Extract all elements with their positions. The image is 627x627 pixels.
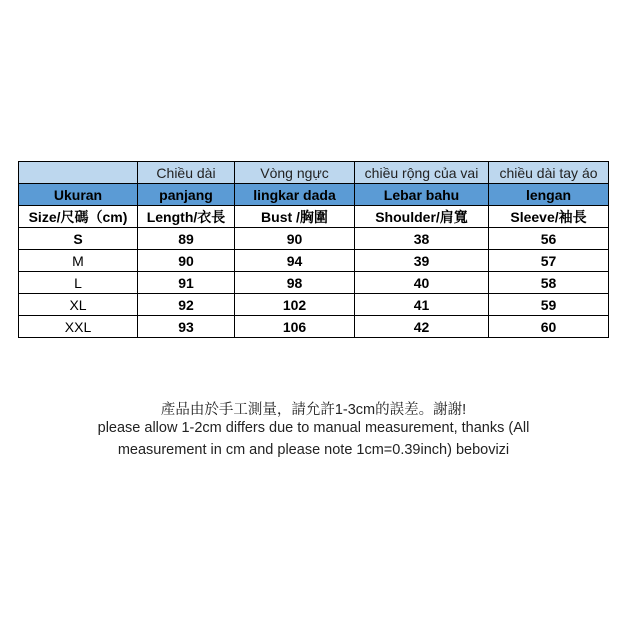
- length-cell: 90: [138, 250, 235, 272]
- header-cell-sleeve-vi: chiều dài tay áo: [489, 162, 609, 184]
- sleeve-cell: 57: [489, 250, 609, 272]
- header-cell-shoulder: Shoulder/肩寬: [355, 206, 489, 228]
- measurement-note-chinese: 產品由於手工測量，請允許1-3cm的誤差。謝謝!: [160, 402, 467, 418]
- indonesian-header-row: [19, 184, 609, 206]
- bust-cell: 90: [235, 228, 355, 250]
- header-cell-blank: [19, 162, 138, 184]
- column-header-row: [19, 206, 609, 228]
- vietnamese-header-row: [19, 162, 609, 184]
- header-cell-length: Length/衣長: [138, 206, 235, 228]
- sleeve-cell: 58: [489, 272, 609, 294]
- bust-cell: 106: [235, 316, 355, 338]
- bust-cell: 98: [235, 272, 355, 294]
- header-cell-bust-vi: Vòng ngực: [235, 162, 355, 184]
- header-cell-sleeve-id: lengan: [489, 184, 609, 206]
- table-row: [19, 250, 609, 272]
- header-cell-bust: Bust /胸圍: [235, 206, 355, 228]
- header-cell-size-id: Ukuran: [19, 184, 138, 206]
- length-cell: 92: [138, 294, 235, 316]
- header-cell-length-id: panjang: [138, 184, 235, 206]
- size-cell: S: [19, 228, 138, 250]
- shoulder-cell: 40: [355, 272, 489, 294]
- measurement-note-line-1: please allow 1-2cm differs due to manual measurement, thanks (All: [97, 420, 530, 436]
- header-cell-shoulder-vi: chiều rộng của vai: [355, 162, 489, 184]
- shoulder-cell: 38: [355, 228, 489, 250]
- sleeve-cell: 56: [489, 228, 609, 250]
- size-chart-table: [18, 161, 609, 338]
- header-cell-size: Size/尺碼（cm): [19, 206, 138, 228]
- table-row: [19, 228, 609, 250]
- size-cell: XXL: [19, 316, 138, 338]
- sleeve-cell: 60: [489, 316, 609, 338]
- table-row: [19, 294, 609, 316]
- size-cell: L: [19, 272, 138, 294]
- shoulder-cell: 42: [355, 316, 489, 338]
- length-cell: 93: [138, 316, 235, 338]
- length-cell: 91: [138, 272, 235, 294]
- measurement-note-line-2: measurement in cm and please note 1cm=0.39inch) bebovizi: [117, 442, 510, 458]
- shoulder-cell: 41: [355, 294, 489, 316]
- table-row: [19, 316, 609, 338]
- header-cell-length-vi: Chiều dài: [138, 162, 235, 184]
- sleeve-cell: 59: [489, 294, 609, 316]
- size-cell: M: [19, 250, 138, 272]
- header-cell-bust-id: lingkar dada: [235, 184, 355, 206]
- bust-cell: 94: [235, 250, 355, 272]
- shoulder-cell: 39: [355, 250, 489, 272]
- header-cell-shoulder-id: Lebar bahu: [355, 184, 489, 206]
- length-cell: 89: [138, 228, 235, 250]
- size-cell: XL: [19, 294, 138, 316]
- bust-cell: 102: [235, 294, 355, 316]
- table-row: [19, 272, 609, 294]
- header-cell-sleeve: Sleeve/袖長: [489, 206, 609, 228]
